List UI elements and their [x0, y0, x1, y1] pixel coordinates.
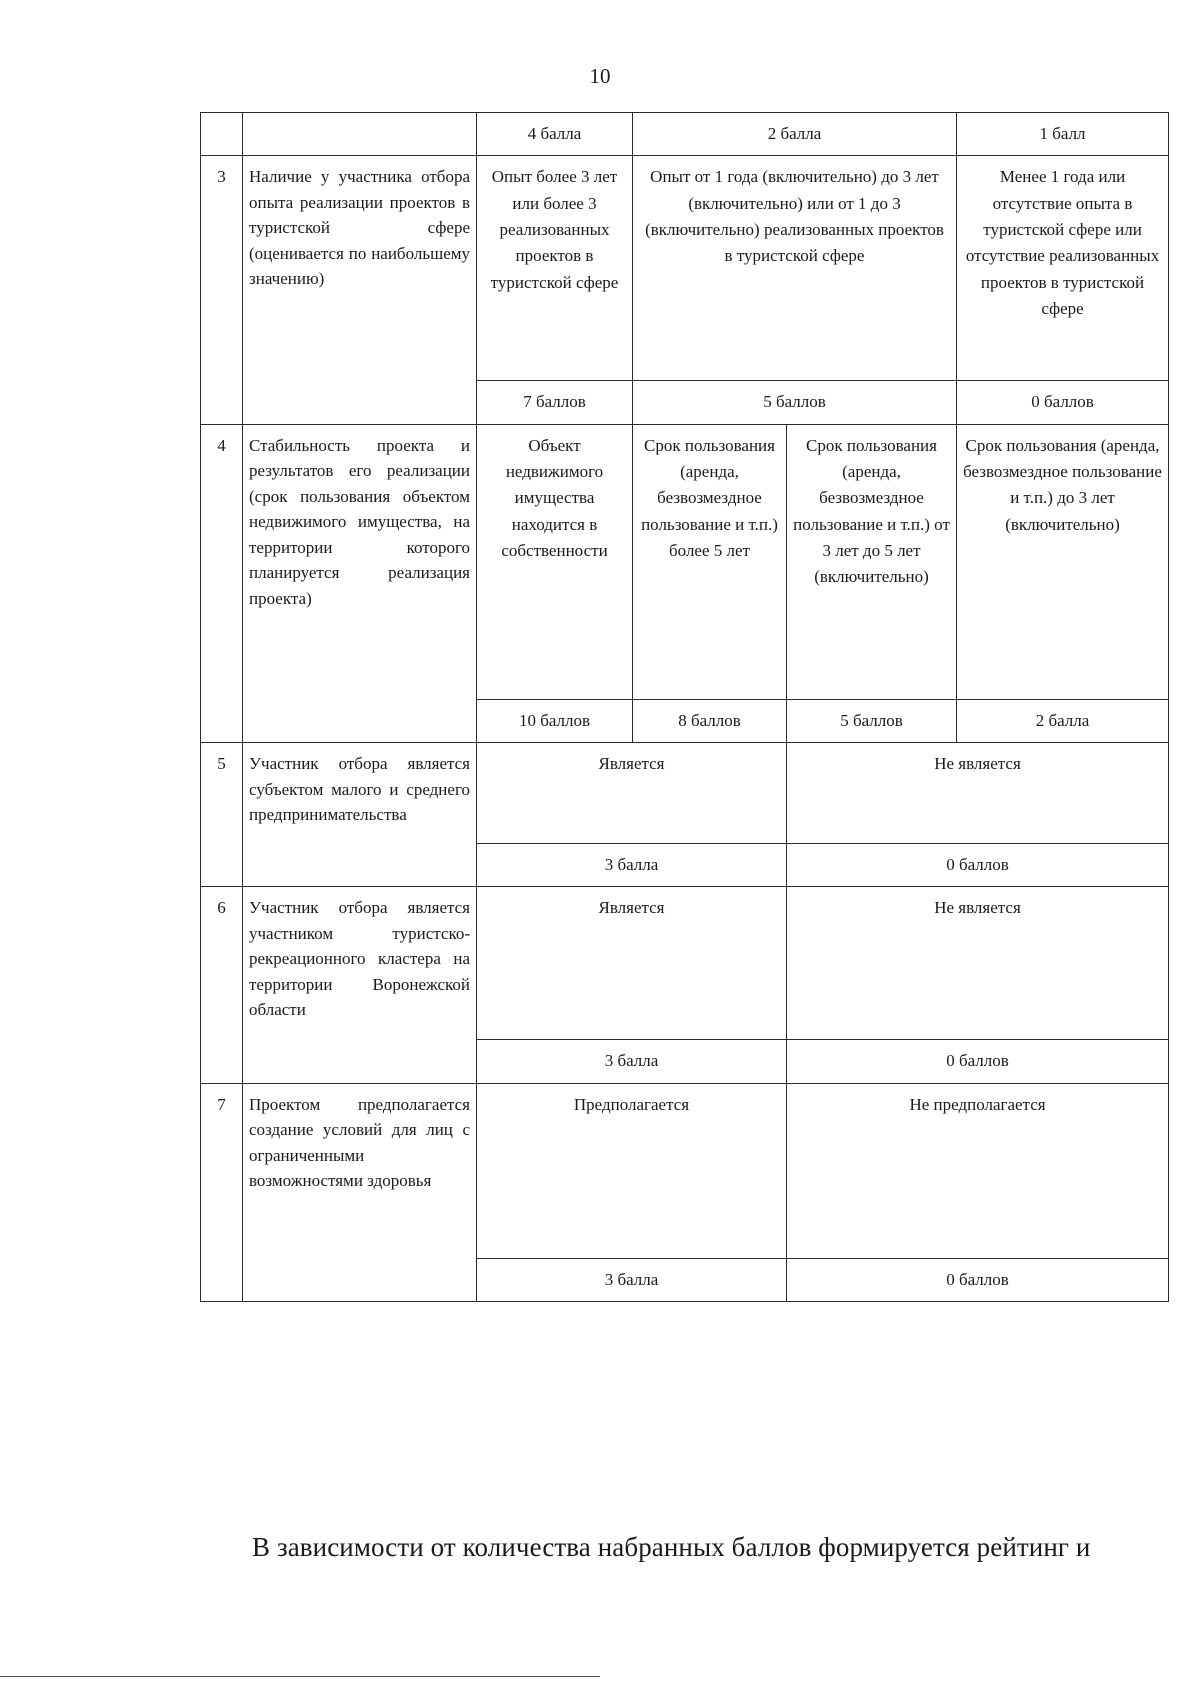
- table-row: [201, 424, 1169, 699]
- criteria-table-wrapper: [200, 112, 1168, 1302]
- score-cell: 3 балла: [477, 1040, 787, 1083]
- row-number: 6: [201, 887, 243, 1083]
- table-row: [201, 156, 1169, 381]
- option-cell: Опыт более 3 лет или более 3 реализованных проектов в туристской сфере: [477, 156, 633, 381]
- option-cell: Опыт от 1 года (включительно) до 3 лет (включительно) или от 1 до 3 (включительно) реализованных проектов в туристской сфере: [633, 156, 957, 381]
- score-cell: 8 баллов: [633, 699, 787, 742]
- score-cell: 0 баллов: [957, 381, 1169, 424]
- option-cell: Не является: [787, 743, 1169, 844]
- table-row: [201, 743, 1169, 844]
- page-number: 10: [589, 64, 611, 88]
- header-score-3: 1 балл: [957, 113, 1169, 156]
- score-cell: 0 баллов: [787, 1040, 1169, 1083]
- criterion-text: Участник отбора является участником туристско-рекреационного кластера на территории Воронежской области: [243, 887, 477, 1083]
- score-cell: 3 балла: [477, 1258, 787, 1301]
- score-cell: 2 балла: [957, 699, 1169, 742]
- score-cell: 7 баллов: [477, 381, 633, 424]
- option-cell: Является: [477, 887, 787, 1040]
- option-cell: Не предполагается: [787, 1083, 1169, 1258]
- row-number: 7: [201, 1083, 243, 1301]
- score-cell: 3 балла: [477, 844, 787, 887]
- header-row: [201, 113, 1169, 156]
- row-number: 3: [201, 156, 243, 424]
- option-cell: Срок пользования (аренда, безвозмездное пользование и т.п.) более 5 лет: [633, 424, 787, 699]
- option-cell: Предполагается: [477, 1083, 787, 1258]
- criterion-text: Участник отбора является субъектом малого и среднего предпринимательства: [243, 743, 477, 887]
- option-cell: Срок пользования (аренда, безвозмездное пользование и т.п.) до 3 лет (включительно): [957, 424, 1169, 699]
- header-criterion-cell: [243, 113, 477, 156]
- option-cell: Не является: [787, 887, 1169, 1040]
- table-row: [201, 887, 1169, 1040]
- body-paragraph: В зависимости от количества набранных баллов формируется рейтинг и: [252, 1532, 1091, 1562]
- row-number: 5: [201, 743, 243, 887]
- option-cell: Объект недвижимого имущества находится в собственности: [477, 424, 633, 699]
- header-num-cell: [201, 113, 243, 156]
- bottom-rule: [0, 1676, 600, 1677]
- criteria-table: [200, 112, 1169, 1302]
- option-cell: Менее 1 года или отсутствие опыта в туристской сфере или отсутствие реализованных проектов в туристской сфере: [957, 156, 1169, 381]
- score-cell: 0 баллов: [787, 1258, 1169, 1301]
- criterion-text: Проектом предполагается создание условий для лиц с ограниченными возможностями здоровья: [243, 1083, 477, 1301]
- header-score-1: 4 балла: [477, 113, 633, 156]
- score-cell: 0 баллов: [787, 844, 1169, 887]
- option-cell: Является: [477, 743, 787, 844]
- score-cell: 5 баллов: [787, 699, 957, 742]
- score-cell: 5 баллов: [633, 381, 957, 424]
- score-cell: 10 баллов: [477, 699, 633, 742]
- criterion-text: Наличие у участника отбора опыта реализации проектов в туристской сфере (оценивается по наибольшему значению): [243, 156, 477, 424]
- criterion-text: Стабильность проекта и результатов его реализации (срок пользования объектом недвижимого имущества, на территории которого планируется реализация проекта): [243, 424, 477, 742]
- row-number: 4: [201, 424, 243, 742]
- option-cell: Срок пользования (аренда, безвозмездное пользование и т.п.) от 3 лет до 5 лет (включительно): [787, 424, 957, 699]
- table-row: [201, 1083, 1169, 1258]
- header-score-2: 2 балла: [633, 113, 957, 156]
